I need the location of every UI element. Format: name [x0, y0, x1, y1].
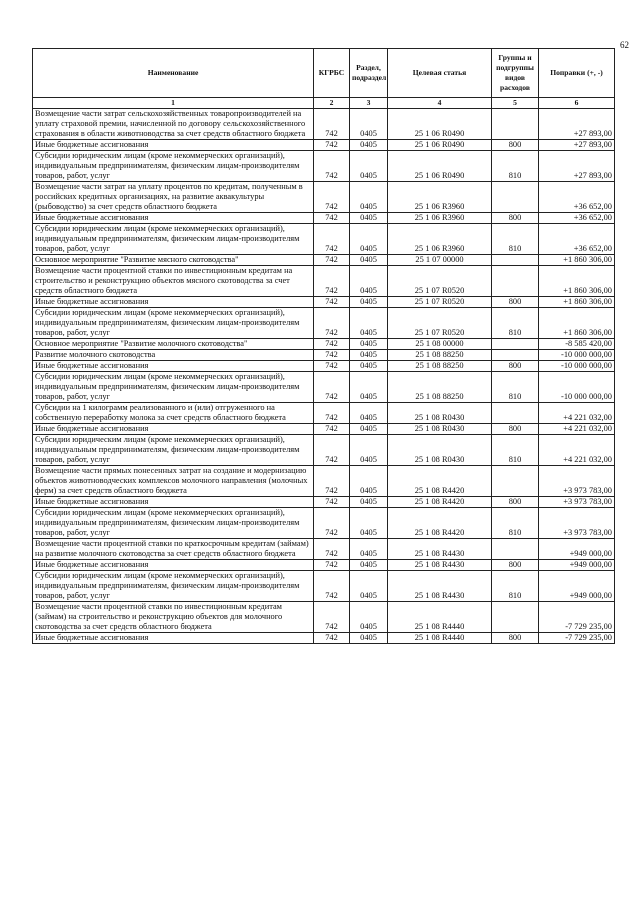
row-section: 0405 — [350, 403, 388, 424]
row-section: 0405 — [350, 151, 388, 182]
row-group — [492, 350, 539, 361]
table-row — [33, 297, 615, 308]
row-target: 25 1 08 R4420 — [388, 497, 492, 508]
row-kgrbs: 742 — [314, 424, 350, 435]
row-target: 25 1 06 R3960 — [388, 224, 492, 255]
row-section: 0405 — [350, 308, 388, 339]
header-name: Наименование — [33, 49, 314, 98]
row-kgrbs: 742 — [314, 560, 350, 571]
row-target: 25 1 07 R0520 — [388, 297, 492, 308]
row-name: Иные бюджетные ассигнования — [33, 213, 314, 224]
row-target: 25 1 08 88250 — [388, 350, 492, 361]
row-kgrbs: 742 — [314, 213, 350, 224]
column-number: 5 — [492, 98, 539, 109]
row-group: 800 — [492, 361, 539, 372]
row-amount: +27 893,00 — [539, 140, 615, 151]
table-body — [33, 109, 615, 644]
row-section: 0405 — [350, 497, 388, 508]
row-kgrbs: 742 — [314, 151, 350, 182]
row-kgrbs: 742 — [314, 182, 350, 213]
row-group — [492, 255, 539, 266]
header-group: Группы и подгруппы видов расходов — [492, 49, 539, 98]
row-name: Развитие молочного скотоводства — [33, 350, 314, 361]
row-amount: +36 652,00 — [539, 213, 615, 224]
row-target: 25 1 08 R4440 — [388, 633, 492, 644]
row-group: 800 — [492, 633, 539, 644]
row-name: Иные бюджетные ассигнования — [33, 297, 314, 308]
row-group: 800 — [492, 560, 539, 571]
row-target: 25 1 06 R0490 — [388, 140, 492, 151]
row-kgrbs: 742 — [314, 224, 350, 255]
row-amount: +949 000,00 — [539, 539, 615, 560]
row-group — [492, 339, 539, 350]
header-section: Раздел, подраздел — [350, 49, 388, 98]
row-amount: +1 860 306,00 — [539, 297, 615, 308]
column-number: 6 — [539, 98, 615, 109]
table-row — [33, 539, 615, 560]
table-row — [33, 435, 615, 466]
row-kgrbs: 742 — [314, 403, 350, 424]
row-amount: +949 000,00 — [539, 560, 615, 571]
row-section: 0405 — [350, 571, 388, 602]
row-section: 0405 — [350, 297, 388, 308]
table-row — [33, 466, 615, 497]
row-name: Основное мероприятие "Развитие молочного скотоводства" — [33, 339, 314, 350]
row-kgrbs: 742 — [314, 255, 350, 266]
row-name: Возмещение части затрат сельскохозяйственных товаропроизводителей на уплату страховой премии, начисленной по договору сельскохозяйственного страхования в области животноводства за счет средств областного бюджета — [33, 109, 314, 140]
table-row — [33, 224, 615, 255]
row-section: 0405 — [350, 109, 388, 140]
row-amount: +1 860 306,00 — [539, 255, 615, 266]
row-target: 25 1 06 R3960 — [388, 182, 492, 213]
budget-amendments-table — [32, 48, 615, 644]
row-amount: +3 973 783,00 — [539, 497, 615, 508]
row-section: 0405 — [350, 602, 388, 633]
row-kgrbs: 742 — [314, 339, 350, 350]
row-name: Возмещение части затрат на уплату процентов по кредитам, полученным в российских кредитных организациях, на развитие аквакультуры (рыбоводство) за счет средств областного бюджета — [33, 182, 314, 213]
row-name: Субсидии юридическим лицам (кроме некоммерческих организаций), индивидуальным предпринимателям, физическим лицам-производителям товаров, работ, услуг — [33, 372, 314, 403]
row-target: 25 1 06 R0490 — [388, 109, 492, 140]
row-target: 25 1 08 88250 — [388, 372, 492, 403]
row-target: 25 1 08 R4420 — [388, 466, 492, 497]
row-group: 800 — [492, 297, 539, 308]
row-amount: +36 652,00 — [539, 224, 615, 255]
column-number: 2 — [314, 98, 350, 109]
row-target: 25 1 08 R4420 — [388, 508, 492, 539]
row-group — [492, 539, 539, 560]
row-section: 0405 — [350, 424, 388, 435]
row-kgrbs: 742 — [314, 508, 350, 539]
row-group: 810 — [492, 372, 539, 403]
row-kgrbs: 742 — [314, 109, 350, 140]
row-section: 0405 — [350, 372, 388, 403]
column-numbers-row — [33, 98, 615, 109]
row-amount: -7 729 235,00 — [539, 633, 615, 644]
row-target: 25 1 08 R4430 — [388, 571, 492, 602]
table-row — [33, 560, 615, 571]
table-row — [33, 497, 615, 508]
row-name: Возмещение части прямых понесенных затрат на создание и модернизацию объектов животноводческих комплексов молочного направления (молочных ферм) за счет средств областного бюджета — [33, 466, 314, 497]
table-row — [33, 372, 615, 403]
column-number: 3 — [350, 98, 388, 109]
row-group: 800 — [492, 497, 539, 508]
row-group — [492, 403, 539, 424]
row-target: 25 1 07 00000 — [388, 255, 492, 266]
row-kgrbs: 742 — [314, 571, 350, 602]
row-amount: +1 860 306,00 — [539, 266, 615, 297]
row-section: 0405 — [350, 560, 388, 571]
row-amount: -7 729 235,00 — [539, 602, 615, 633]
row-name: Возмещение части процентной ставки по инвестиционным кредитам на строительство и реконструкцию объектов мясного скотоводства за счет средств областного бюджета — [33, 266, 314, 297]
row-kgrbs: 742 — [314, 140, 350, 151]
row-amount: -10 000 000,00 — [539, 361, 615, 372]
row-section: 0405 — [350, 508, 388, 539]
row-group — [492, 182, 539, 213]
row-section: 0405 — [350, 140, 388, 151]
table-row — [33, 151, 615, 182]
row-group — [492, 109, 539, 140]
row-name: Иные бюджетные ассигнования — [33, 633, 314, 644]
table-row — [33, 602, 615, 633]
row-target: 25 1 08 R0430 — [388, 424, 492, 435]
row-amount: +4 221 032,00 — [539, 403, 615, 424]
row-group — [492, 266, 539, 297]
row-kgrbs: 742 — [314, 435, 350, 466]
row-kgrbs: 742 — [314, 350, 350, 361]
row-name: Иные бюджетные ассигнования — [33, 424, 314, 435]
row-target: 25 1 08 88250 — [388, 361, 492, 372]
row-name: Субсидии на 1 килограмм реализованного и (или) отгруженного на собственную переработку молока за счет средств областного бюджета — [33, 403, 314, 424]
row-kgrbs: 742 — [314, 308, 350, 339]
row-target: 25 1 08 R0430 — [388, 435, 492, 466]
row-section: 0405 — [350, 182, 388, 213]
row-kgrbs: 742 — [314, 497, 350, 508]
row-group: 800 — [492, 424, 539, 435]
row-kgrbs: 742 — [314, 297, 350, 308]
row-amount: +27 893,00 — [539, 109, 615, 140]
table-row — [33, 308, 615, 339]
row-name: Субсидии юридическим лицам (кроме некоммерческих организаций), индивидуальным предпринимателям, физическим лицам-производителям товаров, работ, услуг — [33, 151, 314, 182]
row-group: 810 — [492, 224, 539, 255]
row-name: Субсидии юридическим лицам (кроме некоммерческих организаций), индивидуальным предпринимателям, физическим лицам-производителям товаров, работ, услуг — [33, 435, 314, 466]
row-name: Иные бюджетные ассигнования — [33, 140, 314, 151]
row-kgrbs: 742 — [314, 266, 350, 297]
row-kgrbs: 742 — [314, 466, 350, 497]
row-group: 810 — [492, 308, 539, 339]
row-target: 25 1 08 00000 — [388, 339, 492, 350]
row-name: Возмещение части процентной ставки по инвестиционным кредитам (займам) на строительство и реконструкцию объектов для молочного скотоводства за счет средств областного бюджета — [33, 602, 314, 633]
row-group: 810 — [492, 571, 539, 602]
row-target: 25 1 06 R3960 — [388, 213, 492, 224]
row-amount: +3 973 783,00 — [539, 508, 615, 539]
row-kgrbs: 742 — [314, 633, 350, 644]
table-row — [33, 213, 615, 224]
header-amendment: Поправки (+, -) — [539, 49, 615, 98]
table-row — [33, 266, 615, 297]
row-section: 0405 — [350, 633, 388, 644]
row-name: Субсидии юридическим лицам (кроме некоммерческих организаций), индивидуальным предпринимателям, физическим лицам-производителям товаров, работ, услуг — [33, 571, 314, 602]
column-number: 1 — [33, 98, 314, 109]
row-section: 0405 — [350, 266, 388, 297]
row-amount: -10 000 000,00 — [539, 350, 615, 361]
row-kgrbs: 742 — [314, 539, 350, 560]
row-amount: -8 585 420,00 — [539, 339, 615, 350]
row-target: 25 1 07 R0520 — [388, 308, 492, 339]
page-number: 62 — [620, 40, 629, 50]
row-group: 810 — [492, 508, 539, 539]
row-kgrbs: 742 — [314, 361, 350, 372]
row-name: Основное мероприятие "Развитие мясного скотоводства" — [33, 255, 314, 266]
table-header-row — [33, 49, 615, 98]
table-row — [33, 339, 615, 350]
row-kgrbs: 742 — [314, 602, 350, 633]
row-amount: +36 652,00 — [539, 182, 615, 213]
row-target: 25 1 08 R4430 — [388, 560, 492, 571]
row-name: Иные бюджетные ассигнования — [33, 497, 314, 508]
row-amount: +1 860 306,00 — [539, 308, 615, 339]
table-row — [33, 633, 615, 644]
row-section: 0405 — [350, 466, 388, 497]
row-amount: +4 221 032,00 — [539, 424, 615, 435]
row-amount: +27 893,00 — [539, 151, 615, 182]
row-kgrbs: 742 — [314, 372, 350, 403]
row-group — [492, 602, 539, 633]
row-name: Субсидии юридическим лицам (кроме некоммерческих организаций), индивидуальным предпринимателям, физическим лицам-производителям товаров, работ, услуг — [33, 308, 314, 339]
row-target: 25 1 08 R0430 — [388, 403, 492, 424]
table-row — [33, 571, 615, 602]
row-group: 810 — [492, 435, 539, 466]
row-section: 0405 — [350, 224, 388, 255]
row-target: 25 1 06 R0490 — [388, 151, 492, 182]
row-section: 0405 — [350, 350, 388, 361]
row-group — [492, 466, 539, 497]
table-row — [33, 350, 615, 361]
row-group: 800 — [492, 213, 539, 224]
column-number: 4 — [388, 98, 492, 109]
table-row — [33, 361, 615, 372]
header-target: Целевая статья — [388, 49, 492, 98]
row-section: 0405 — [350, 361, 388, 372]
table-row — [33, 109, 615, 140]
row-name: Иные бюджетные ассигнования — [33, 361, 314, 372]
row-name: Субсидии юридическим лицам (кроме некоммерческих организаций), индивидуальным предпринимателям, физическим лицам-производителям товаров, работ, услуг — [33, 508, 314, 539]
row-amount: +3 973 783,00 — [539, 466, 615, 497]
table-row — [33, 140, 615, 151]
row-target: 25 1 08 R4440 — [388, 602, 492, 633]
row-section: 0405 — [350, 435, 388, 466]
header-kgrbs: КГРБС — [314, 49, 350, 98]
row-section: 0405 — [350, 255, 388, 266]
row-group: 800 — [492, 140, 539, 151]
row-name: Иные бюджетные ассигнования — [33, 560, 314, 571]
table-row — [33, 255, 615, 266]
row-target: 25 1 08 R4430 — [388, 539, 492, 560]
row-section: 0405 — [350, 539, 388, 560]
row-amount: -10 000 000,00 — [539, 372, 615, 403]
table-row — [33, 508, 615, 539]
row-section: 0405 — [350, 213, 388, 224]
row-target: 25 1 07 R0520 — [388, 266, 492, 297]
row-amount: +4 221 032,00 — [539, 435, 615, 466]
row-amount: +949 000,00 — [539, 571, 615, 602]
row-section: 0405 — [350, 339, 388, 350]
row-group: 810 — [492, 151, 539, 182]
row-name: Возмещение части процентной ставки по краткосрочным кредитам (займам) на развитие молочного скотоводства за счет средств областного бюджета — [33, 539, 314, 560]
table-row — [33, 403, 615, 424]
table-row — [33, 424, 615, 435]
row-name: Субсидии юридическим лицам (кроме некоммерческих организаций), индивидуальным предпринимателям, физическим лицам-производителям товаров, работ, услуг — [33, 224, 314, 255]
table-row — [33, 182, 615, 213]
